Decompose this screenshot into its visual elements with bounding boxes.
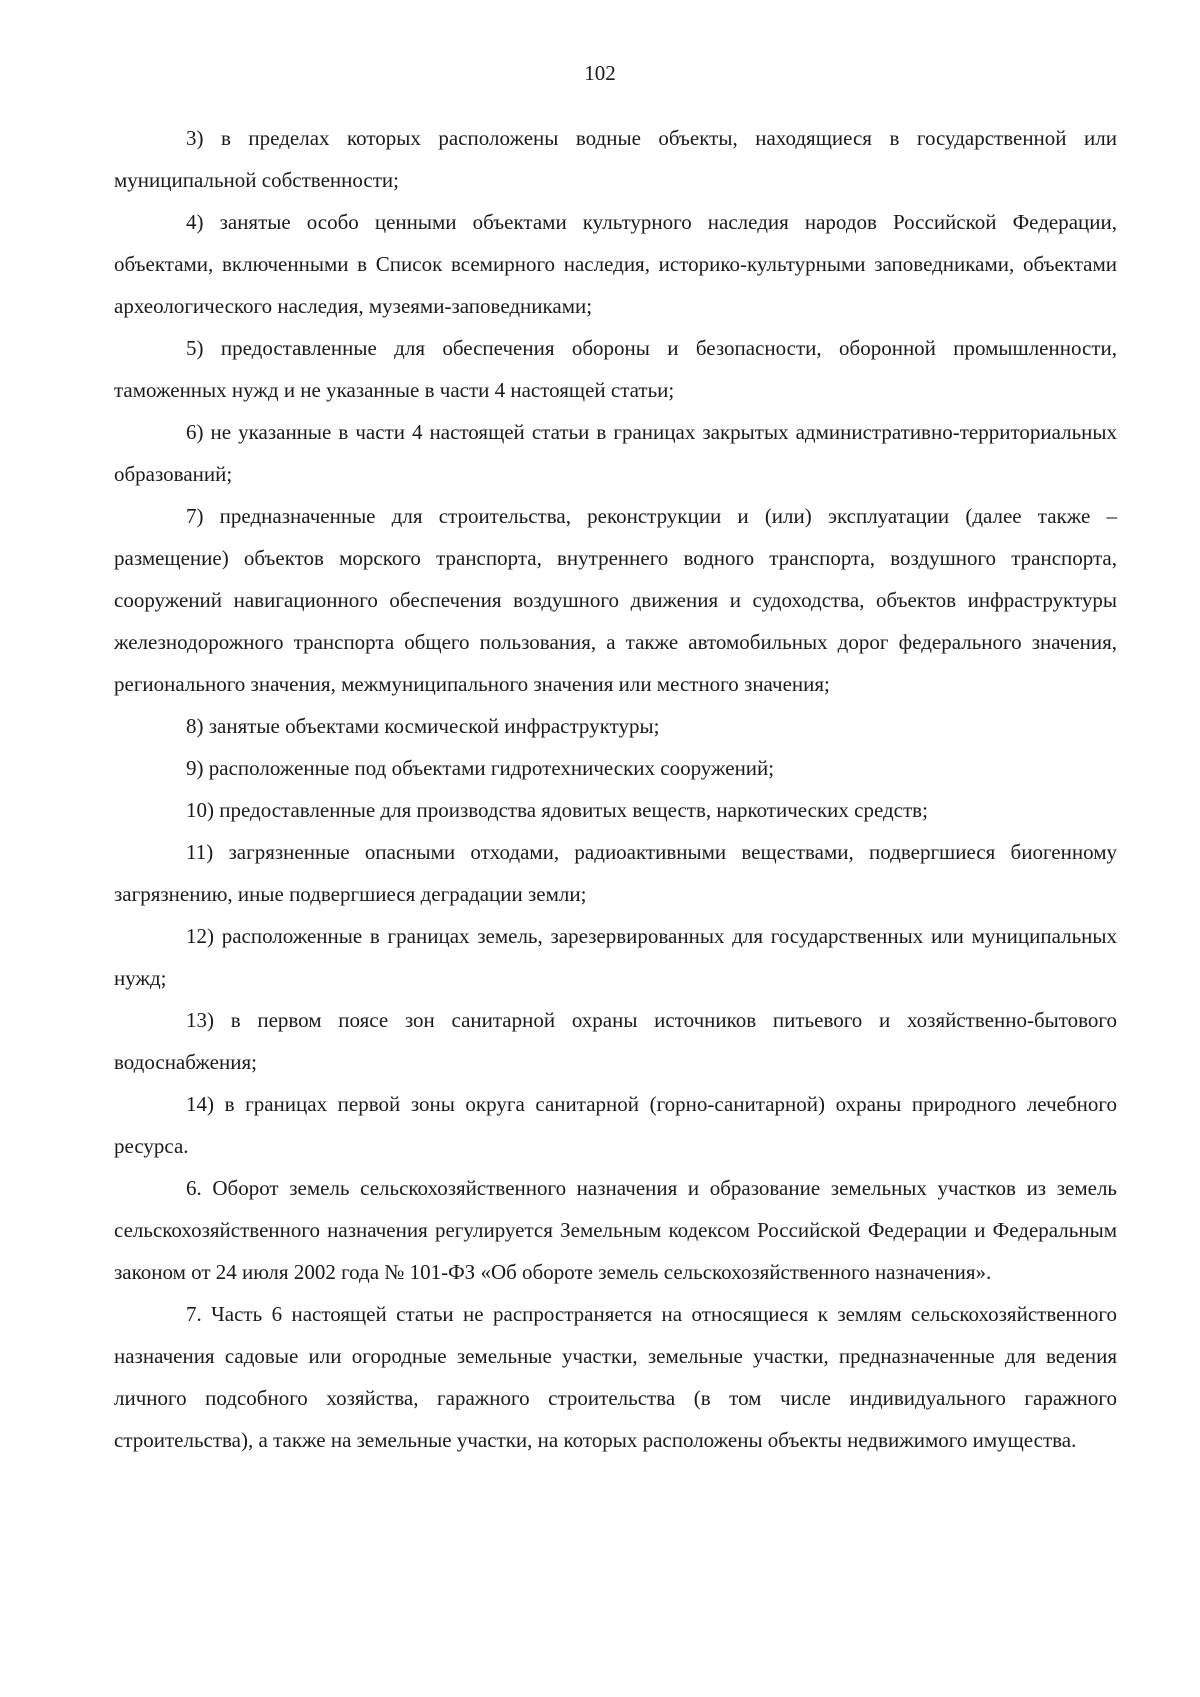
list-item-6: 6) не указанные в части 4 настоящей статьи в границах закрытых административно-территориальных образований; [114, 420, 1117, 486]
list-item-9: 9) расположенные под объектами гидротехнических сооружений; [186, 756, 775, 780]
list-item-11: 11) загрязненные опасными отходами, радиоактивными веществами, подвергшиеся биогенному загрязнению, иные подвергшиеся деградации земли; [114, 840, 1117, 906]
list-item-12: 12) расположенные в границах земель, зарезервированных для государственных или муниципальных нужд; [114, 924, 1117, 990]
list-item-10: 10) предоставленные для производства ядовитых веществ, наркотических средств; [186, 798, 928, 822]
page-number: 102 [584, 61, 616, 85]
list-item-5: 5) предоставленные для обеспечения обороны и безопасности, оборонной промышленности, таможенных нужд и не указанные в части 4 настоящей статьи; [114, 336, 1117, 402]
list-item-3: 3) в пределах которых расположены водные объекты, находящиеся в государственной или муниципальной собственности; [114, 126, 1117, 192]
section-7-paragraph: 7. Часть 6 настоящей статьи не распространяется на относящиеся к землям сельскохозяйственного назначения садовые или огородные земельные участки, земельные участки, предназначенные для ведения личного подсобного хозяйства, гаражного строительства (в том числе индивидуального гаражного строительства), а также на земельные участки, на которых расположены объекты недвижимого имущества. [114, 1302, 1117, 1452]
document-body [114, 117, 1117, 1461]
list-item-13: 13) в первом поясе зон санитарной охраны источников питьевого и хозяйственно-бытового водоснабжения; [114, 1008, 1117, 1074]
list-item-8: 8) занятые объектами космической инфраструктуры; [186, 714, 660, 738]
section-6-paragraph: 6. Оборот земель сельскохозяйственного назначения и образование земельных участков из земель сельскохозяйственного назначения регулируется Земельным кодексом Российской Федерации и Федеральным законом от 24 июля 2002 года № 101-ФЗ «Об обороте земель сельскохозяйственного назначения». [114, 1176, 1117, 1284]
list-item-14: 14) в границах первой зоны округа санитарной (горно-санитарной) охраны природного лечебного ресурса. [114, 1092, 1117, 1158]
list-item-7: 7) предназначенные для строительства, реконструкции и (или) эксплуатации (далее также – размещение) объектов морского транспорта, внутреннего водного транспорта, воздушного транспорта, сооружений навигационного обеспечения воздушного движения и судоходства, объектов инфраструктуры железнодорожного транспорта общего пользования, а также автомобильных дорог федерального значения, регионального значения, межмуниципального значения или местного значения; [114, 504, 1117, 696]
list-item-4: 4) занятые особо ценными объектами культурного наследия народов Российской Федерации, объектами, включенными в Список всемирного наследия, историко-культурными заповедниками, объектами археологического наследия, музеями-заповедниками; [114, 210, 1117, 318]
